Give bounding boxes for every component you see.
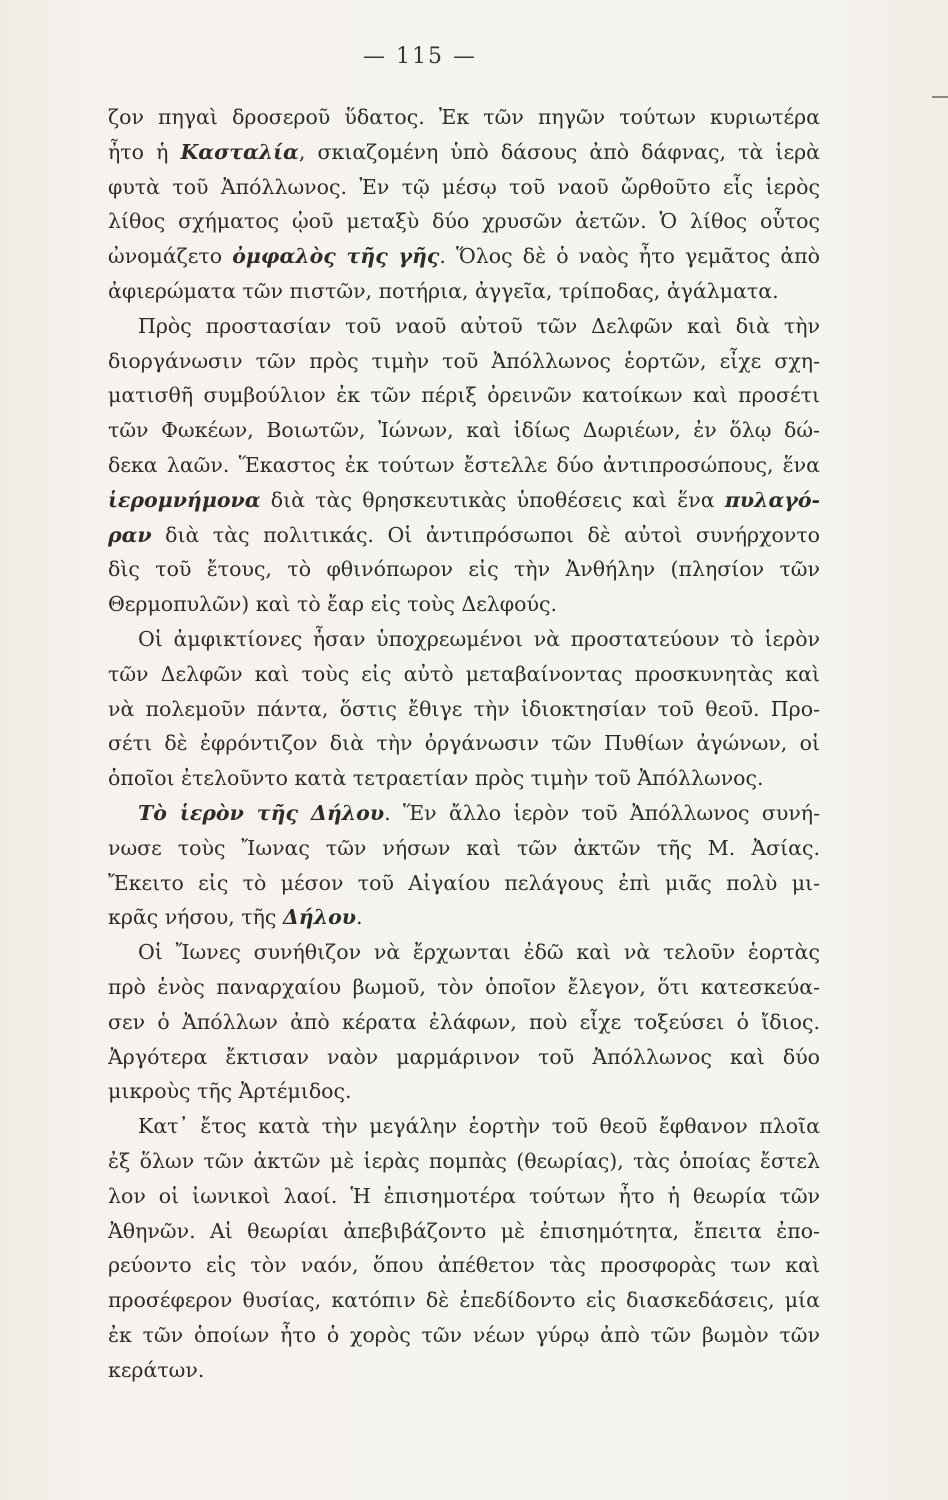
text-line xyxy=(108,239,820,274)
text-run: Κατ᾽ ἔτος κατὰ τὴν μεγάλην ἑορτὴν τοῦ θεοῦ ἔφθανον πλοῖα xyxy=(138,1114,820,1139)
emphasized-term: ραν xyxy=(108,522,152,547)
text-run: Ἀθηνῶν. Αἱ θεωρίαι ἀπεβιβάζοντο μὲ ἐπισημότητα, ἔπειτα ἐπο- xyxy=(108,1218,820,1243)
text-line xyxy=(108,1283,820,1318)
text-run: φυτὰ τοῦ Ἀπόλλωνος. Ἐν τῷ μέσῳ τοῦ ναοῦ ὤρθοῦτο εἷς ἱερὸς xyxy=(108,174,820,199)
text-run: διὰ τὰς θρησκευτικὰς ὑποθέσεις καὶ ἕνα xyxy=(260,487,725,512)
text-run: διοργάνωσιν τῶν πρὸς τιμὴν τοῦ Ἀπόλλωνος ἑορτῶν, εἶχε σχη- xyxy=(108,348,820,373)
text-line xyxy=(108,378,820,413)
text-run: πρὸ ἑνὸς παναρχαίου βωμοῦ, τὸν ὁποῖον ἔλεγον, ὅτι κατεσκεύα- xyxy=(108,974,820,999)
text-run: . xyxy=(356,905,363,930)
text-run: δὶς τοῦ ἔτους, τὸ φθινόπωρον εἰς τὴν Ἀνθήλην (πλησίον τῶν xyxy=(108,557,820,582)
text-line xyxy=(108,900,820,935)
text-run: κρᾶς νήσου, τῆς xyxy=(108,905,283,930)
text-line xyxy=(108,796,820,831)
text-line xyxy=(108,726,820,761)
text-run: σεν ὁ Ἀπόλλων ἀπὸ κέρατα ἐλάφων, ποὺ εἶχε τοξεύσει ὁ ἴδιος. xyxy=(108,1009,820,1034)
text-run: μικροὺς τῆς Ἀρτέμιδος. xyxy=(108,1079,352,1104)
text-line xyxy=(108,552,820,587)
text-line xyxy=(108,866,820,901)
text-line xyxy=(108,622,820,657)
page-text xyxy=(108,100,820,1387)
text-line xyxy=(108,274,820,309)
text-line xyxy=(108,413,820,448)
text-run: ματισθῆ συμβούλιον ἐκ τῶν πέριξ ὀρεινῶν κατοίκων καὶ προσέτι xyxy=(108,383,820,408)
text-run: προσέφερον θυσίας, κατόπιν δὲ ἐπεδίδοντο εἰς διασκεδάσεις, μία xyxy=(108,1288,820,1313)
text-run: σέτι δὲ ἐφρόντιζον διὰ τὴν ὀργάνωσιν τῶν Πυθίων ἀγώνων, οἱ xyxy=(108,731,820,756)
text-line xyxy=(108,309,820,344)
text-run: Ἔκειτο εἰς τὸ μέσον τοῦ Αἰγαίου πελάγους ἐπὶ μιᾶς πολὺ μι- xyxy=(108,870,820,895)
emphasized-term: Τὸ ἱερὸν τῆς Δήλου xyxy=(138,800,385,825)
emphasized-term: Δήλου xyxy=(282,905,356,930)
text-line xyxy=(108,1179,820,1214)
text-line xyxy=(108,657,820,692)
text-run: τῶν Φωκέων, Βοιωτῶν, Ἰώνων, καὶ ἰδίως Δωριέων, ἐν ὅλῳ δώ- xyxy=(108,418,820,443)
text-line xyxy=(108,1144,820,1179)
text-line xyxy=(108,1074,820,1109)
text-line xyxy=(108,344,820,379)
text-run: λον οἱ ἰωνικοὶ λαοί. Ἡ ἐπισημοτέρα τούτων ἦτο ἡ θεωρία τῶν xyxy=(108,1183,820,1208)
text-line xyxy=(108,692,820,727)
text-run: ὠνομάζετο xyxy=(108,244,233,269)
text-run: ἐξ ὅλων τῶν ἀκτῶν μὲ ἱερὰς πομπὰς (θεωρίας), τὰς ὁποίας ἔστελ xyxy=(108,1148,820,1173)
text-line xyxy=(108,135,820,170)
text-line xyxy=(108,518,820,553)
text-line xyxy=(108,1248,820,1283)
emphasized-term: πυλαγό- xyxy=(724,487,820,512)
text-run: , σκιαζομένη ὑπὸ δάσους ἀπὸ δάφνας, τὰ ἱερὰ xyxy=(298,139,820,164)
text-line xyxy=(108,1109,820,1144)
text-line xyxy=(108,1040,820,1075)
text-line xyxy=(108,448,820,483)
text-run: Πρὸς προστασίαν τοῦ ναοῦ αὐτοῦ τῶν Δελφῶν καὶ διὰ τὴν xyxy=(138,313,820,338)
text-line xyxy=(108,970,820,1005)
text-line xyxy=(108,100,820,135)
text-line xyxy=(108,483,820,518)
text-run: ζον πηγαὶ δροσεροῦ ὕδατος. Ἐκ τῶν πηγῶν τούτων κυριωτέρα xyxy=(108,105,820,129)
text-line xyxy=(108,204,820,239)
text-run: νὰ πολεμοῦν πάντα, ὅστις ἔθιγε τὴν ἰδιοκτησίαν τοῦ θεοῦ. Προ- xyxy=(108,696,820,721)
text-run: νωσε τοὺς Ἴωνας τῶν νήσων καὶ τῶν ἀκτῶν τῆς Μ. Ἀσίας. xyxy=(108,835,820,860)
text-line xyxy=(108,935,820,970)
text-run: ρεύοντο εἰς τὸν ναόν, ὅπου ἀπέθετον τὰς προσφορὰς των καὶ xyxy=(108,1253,820,1278)
emphasized-term: ὀμφαλὸς τῆς γῆς xyxy=(232,244,440,269)
text-line xyxy=(108,1214,820,1249)
text-run: ἦτο ἡ xyxy=(108,139,181,164)
text-line xyxy=(108,1318,820,1353)
text-run: ἀφιερώματα τῶν πιστῶν, ποτήρια, ἀγγεῖα, τρίποδας, ἀγάλματα. xyxy=(108,278,779,303)
text-run: ἐκ τῶν ὁποίων ἦτο ὁ χορὸς τῶν νέων γύρῳ ἀπὸ τῶν βωμὸν τῶν xyxy=(108,1322,820,1347)
text-line xyxy=(108,587,820,622)
text-run: . Ἕν ἄλλο ἱερὸν τοῦ Ἀπόλλωνος συνή- xyxy=(384,800,820,825)
text-run: ὁποῖοι ἐτελοῦντο κατὰ τετραετίαν πρὸς τιμὴν τοῦ Ἀπόλλωνος. xyxy=(108,766,764,791)
text-line xyxy=(108,1005,820,1040)
text-line xyxy=(108,1353,820,1388)
emphasized-term: Κασταλία xyxy=(180,139,299,164)
text-run: τῶν Δελφῶν καὶ τοὺς εἰς αὐτὸ μεταβαίνοντας προσκυνητὰς καὶ xyxy=(108,661,820,686)
page-number: — 115 — xyxy=(363,44,477,69)
text-run: Θερμοπυλῶν) καὶ τὸ ἔαρ εἰς τοὺς Δελφούς. xyxy=(108,592,557,617)
text-run: Ἀργότερα ἔκτισαν ναὸν μαρμάρινον τοῦ Ἀπόλλωνος καὶ δύο xyxy=(108,1044,820,1069)
text-line xyxy=(108,170,820,205)
text-line xyxy=(108,761,820,796)
text-run: Οἱ ἀμφικτίονες ἦσαν ὑποχρεωμένοι νὰ προστατεύουν τὸ ἱερὸν xyxy=(138,626,820,651)
emphasized-term: ἱερομνήμονα xyxy=(108,487,261,512)
text-run: διὰ τὰς πολιτικάς. Οἱ ἀντιπρόσωποι δὲ αὐτοὶ συνήρχοντο xyxy=(151,522,820,547)
text-run: Οἱ Ἴωνες συνήθιζον νὰ ἔρχωνται ἐδῶ καὶ νὰ τελοῦν ἑορτὰς xyxy=(138,940,820,965)
text-run: κεράτων. xyxy=(108,1357,205,1382)
text-run: λίθος σχήματος ᾠοῦ μεταξὺ δύο χρυσῶν ἀετῶν. Ὁ λίθος οὗτος xyxy=(108,209,820,234)
text-run: . Ὅλος δὲ ὁ ναὸς ἦτο γεμᾶτος ἀπὸ xyxy=(439,244,820,269)
text-line xyxy=(108,831,820,866)
text-run: δεκα λαῶν. Ἕκαστος ἐκ τούτων ἔστελλε δύο ἀντιπροσώπους, ἕνα xyxy=(108,452,820,477)
page-edge-mark xyxy=(932,96,948,98)
